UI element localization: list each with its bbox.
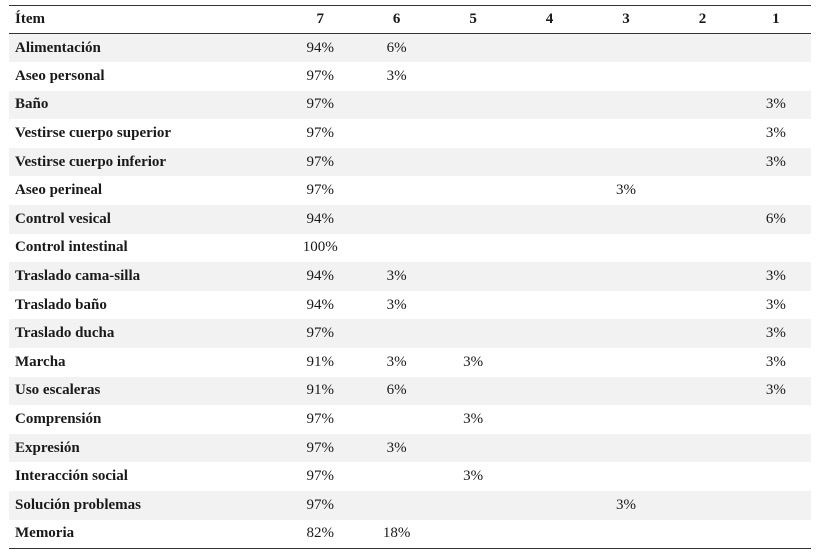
score-cell: 3% [463, 411, 484, 428]
score-cell: 97% [306, 67, 334, 84]
row-item-label: Marcha [15, 353, 66, 370]
score-cell: 3% [386, 67, 407, 84]
score-cell [511, 291, 587, 320]
score-cell [435, 119, 511, 148]
score-cell [588, 119, 664, 148]
score-cell [741, 234, 811, 263]
row-item-label: Traslado ducha [15, 325, 115, 342]
score-cell [741, 491, 811, 520]
score-cell: 3% [463, 468, 484, 485]
score-cell [358, 148, 434, 177]
score-cell [664, 91, 740, 120]
score-cell [511, 91, 587, 120]
table-row [9, 520, 811, 549]
score-cell: 3% [765, 382, 786, 399]
score-cell: 97% [306, 325, 334, 342]
table-row [9, 205, 811, 234]
table-row [9, 62, 811, 91]
score-cell [588, 377, 664, 406]
score-cell: 3% [463, 353, 484, 370]
score-cell [664, 434, 740, 463]
score-cell: 18% [358, 520, 434, 549]
score-cell: 100% [302, 239, 338, 256]
score-cell [511, 520, 587, 549]
score-cell [358, 176, 434, 205]
score-cell [358, 234, 434, 263]
score-cell [435, 62, 511, 91]
score-cell [664, 176, 740, 205]
score-cell [664, 62, 740, 91]
score-cell [664, 34, 740, 63]
table-row [9, 176, 811, 205]
score-cell: 91% [306, 382, 334, 399]
score-cell: 97% [306, 439, 334, 456]
row-item-label: Expresión [15, 439, 80, 456]
score-cell: 3% [765, 153, 786, 170]
score-cell: 97% [306, 125, 334, 142]
score-cell [741, 434, 811, 463]
score-cell [358, 491, 434, 520]
score-cell [511, 377, 587, 406]
score-cell [511, 405, 587, 434]
table-row [9, 262, 811, 291]
header-score-7: 7 [282, 6, 358, 34]
score-cell: 97% [306, 96, 334, 113]
score-cell: 3% [765, 325, 786, 342]
header-score-2: 2 [664, 6, 740, 34]
table-row [9, 434, 811, 463]
score-cell: 94% [306, 268, 334, 285]
score-cell [358, 91, 434, 120]
header-score-5: 5 [435, 6, 511, 34]
score-cell [435, 34, 511, 63]
score-cell [435, 434, 511, 463]
row-item-label: Vestirse cuerpo superior [15, 125, 172, 142]
score-cell [511, 491, 587, 520]
score-cell [664, 348, 740, 377]
score-cell: 3% [765, 125, 786, 142]
table-row [9, 491, 811, 520]
score-cell [588, 34, 664, 63]
score-cell [435, 319, 511, 348]
score-cell: 3% [386, 296, 407, 313]
score-cell [664, 377, 740, 406]
score-cell [741, 34, 811, 63]
score-cell: 3% [765, 96, 786, 113]
score-cell: 97% [306, 153, 334, 170]
score-cell [741, 405, 811, 434]
score-cell [588, 348, 664, 377]
score-cell: 3% [616, 182, 636, 199]
header-score-4: 4 [511, 6, 587, 34]
score-cell [435, 91, 511, 120]
row-item-label: Control intestinal [15, 239, 128, 256]
score-cell: 94% [306, 210, 334, 227]
table-row [9, 348, 811, 377]
table-body [9, 34, 811, 549]
score-cell [435, 205, 511, 234]
score-cell: 3% [386, 353, 407, 370]
score-cell [588, 91, 664, 120]
score-cell [664, 319, 740, 348]
score-cell [358, 405, 434, 434]
score-cell [588, 462, 664, 491]
score-cell: 6% [765, 210, 786, 227]
score-cell: 3% [386, 268, 407, 285]
score-cell: 3% [765, 296, 786, 313]
header-item: Ítem [9, 6, 282, 34]
score-cell: 3% [765, 353, 786, 370]
score-cell: 6% [386, 382, 407, 399]
score-cell [741, 62, 811, 91]
row-item-label: Interacción social [15, 468, 128, 485]
score-cell [588, 62, 664, 91]
row-item-label: Traslado baño [15, 296, 107, 313]
score-cell: 97% [306, 411, 334, 428]
score-cell [435, 262, 511, 291]
score-cell [664, 462, 740, 491]
score-cell [588, 434, 664, 463]
score-cell: 94% [306, 296, 334, 313]
score-cell: 97% [306, 182, 334, 199]
table-row [9, 34, 811, 63]
score-cell [741, 520, 811, 549]
score-cell: 94% [306, 39, 334, 56]
table-row [9, 405, 811, 434]
header-score-6: 6 [358, 6, 434, 34]
score-cell [664, 291, 740, 320]
header-row [9, 6, 811, 34]
score-cell [435, 291, 511, 320]
score-cell [358, 205, 434, 234]
score-cell: 3% [765, 268, 786, 285]
row-item-label: Uso escaleras [15, 382, 101, 399]
score-cell: 97% [306, 468, 334, 485]
score-cell [588, 319, 664, 348]
row-item-label: Aseo personal [15, 67, 105, 84]
table-row [9, 234, 811, 263]
row-item-label: Control vesical [15, 210, 111, 227]
score-cell [511, 62, 587, 91]
score-cell [511, 176, 587, 205]
row-item-label: Vestirse cuerpo inferior [15, 153, 167, 170]
score-cell [664, 119, 740, 148]
score-cell: 3% [386, 439, 407, 456]
fim-results-table [9, 5, 811, 549]
header-score-1: 1 [741, 6, 811, 34]
score-cell [435, 234, 511, 263]
score-cell [358, 319, 434, 348]
score-cell: 82% [282, 520, 358, 549]
score-cell [435, 377, 511, 406]
score-cell [511, 434, 587, 463]
score-cell [664, 148, 740, 177]
score-cell [435, 148, 511, 177]
score-cell [511, 119, 587, 148]
table-row [9, 291, 811, 320]
score-cell [588, 520, 664, 549]
row-item-label: Aseo perineal [15, 182, 103, 199]
score-cell [511, 205, 587, 234]
score-cell [358, 119, 434, 148]
score-cell [664, 262, 740, 291]
table-row [9, 462, 811, 491]
row-item-label: Traslado cama-silla [15, 268, 141, 285]
score-cell [588, 405, 664, 434]
score-cell [664, 491, 740, 520]
score-cell [511, 234, 587, 263]
row-item-label: Alimentación [15, 39, 101, 56]
score-cell [588, 148, 664, 177]
score-cell [358, 462, 434, 491]
row-item-label: Comprensión [15, 411, 102, 428]
score-cell [435, 491, 511, 520]
table-row [9, 91, 811, 120]
score-cell [511, 34, 587, 63]
score-cell [588, 291, 664, 320]
table-row [9, 148, 811, 177]
table-row [9, 319, 811, 348]
score-cell [511, 262, 587, 291]
score-cell [741, 462, 811, 491]
score-cell [664, 234, 740, 263]
score-cell [511, 348, 587, 377]
score-cell [435, 176, 511, 205]
score-cell [588, 205, 664, 234]
score-cell [741, 176, 811, 205]
table-row [9, 377, 811, 406]
table-row [9, 119, 811, 148]
score-cell [435, 520, 511, 549]
score-cell [588, 234, 664, 263]
header-score-3: 3 [588, 6, 664, 34]
score-cell [511, 148, 587, 177]
score-cell [664, 205, 740, 234]
score-cell: 97% [306, 496, 334, 513]
score-cell [588, 262, 664, 291]
score-cell [511, 319, 587, 348]
score-cell [511, 462, 587, 491]
score-cell: 6% [386, 39, 407, 56]
row-item-label: Memoria [9, 520, 282, 549]
score-cell [664, 520, 740, 549]
score-cell [664, 405, 740, 434]
row-item-label: Solución problemas [15, 496, 141, 513]
score-cell: 3% [616, 496, 636, 513]
score-cell: 91% [306, 353, 334, 370]
row-item-label: Baño [15, 96, 49, 113]
